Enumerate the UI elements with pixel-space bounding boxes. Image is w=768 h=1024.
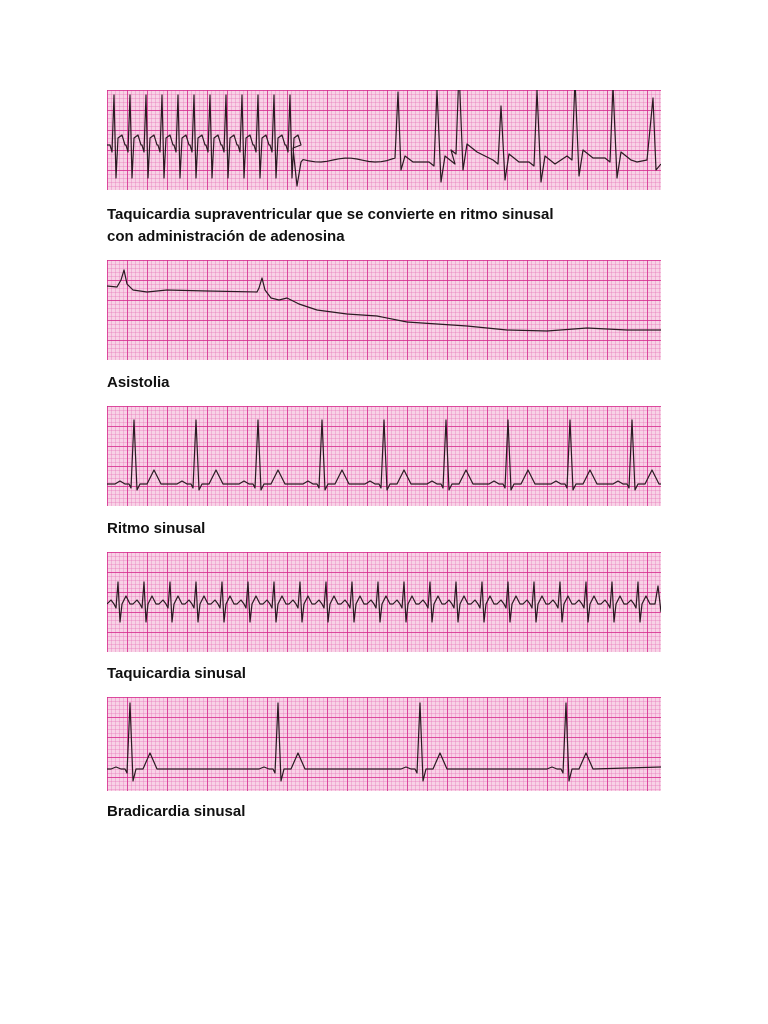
ecg-trace-sinus (107, 406, 661, 506)
ecg-strip-asystole (107, 260, 661, 360)
caption-line: Taquicardia supraventricular que se convierte en ritmo sinusal (107, 206, 554, 223)
caption-sinus-tachycardia (107, 663, 246, 685)
ecg-trace-svt (107, 90, 661, 190)
caption-sinus (107, 518, 205, 540)
caption-line: con administración de adenosina (107, 228, 345, 245)
caption-line: Bradicardia sinusal (107, 803, 246, 820)
ecg-strip-sinus-tachycardia (107, 552, 661, 652)
caption-line: Ritmo sinusal (107, 520, 206, 537)
ecg-strip-svt (107, 90, 661, 190)
ecg-strip-sinus-bradycardia (107, 697, 661, 791)
caption-sinus-bradycardia (107, 801, 245, 823)
ecg-trace-asystole (107, 260, 661, 360)
caption-asystole (107, 372, 170, 394)
ecg-trace-sinus-tachycardia (107, 552, 661, 652)
caption-line: Asistolia (107, 374, 170, 391)
caption-svt (107, 204, 554, 248)
ecg-strip-sinus (107, 406, 661, 506)
caption-line: Taquicardia sinusal (107, 665, 246, 682)
ecg-trace-sinus-bradycardia (107, 697, 661, 791)
